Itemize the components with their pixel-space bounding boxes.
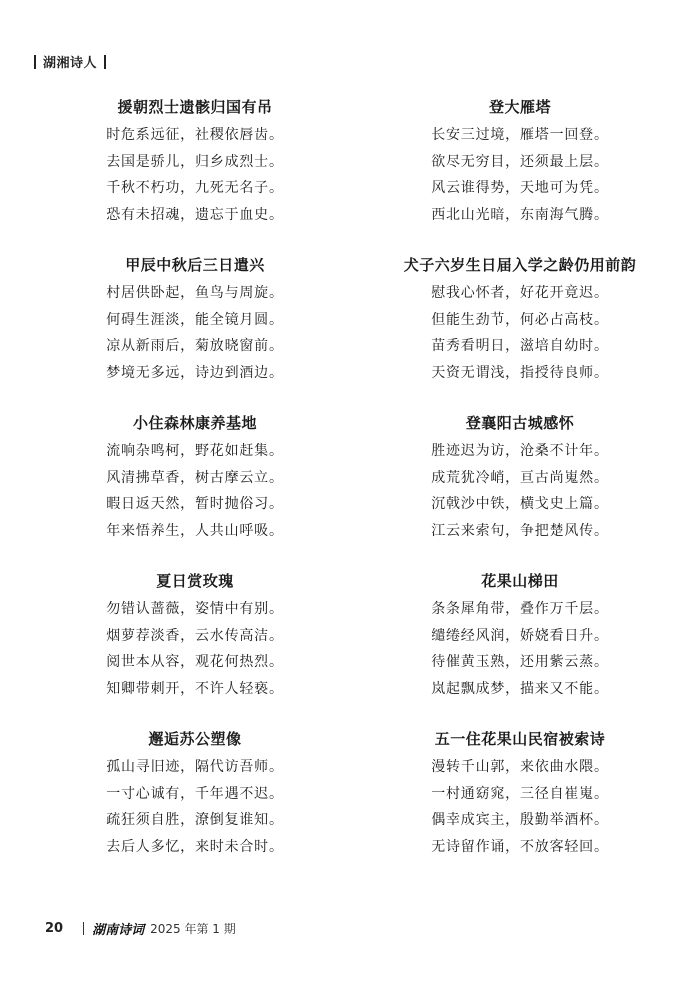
poem xyxy=(370,254,670,412)
poem-line: 知卿带刺开，不许人轻亵。 xyxy=(106,680,284,697)
poem-line: 风云谁得势，天地可为凭。 xyxy=(431,180,609,196)
poem-line: 江云来索句，争把楚风传。 xyxy=(431,522,609,539)
poem xyxy=(45,96,345,254)
poem-line: 去国是骄儿，归乡成烈士。 xyxy=(106,153,284,170)
poem-line: 西北山光暗，东南海气腾。 xyxy=(431,206,609,223)
poem-line: 缱绻经风润，娇娆看日升。 xyxy=(431,627,609,644)
section-title: 湖湘诗人 xyxy=(43,56,98,71)
poem-line: 梦境无多远，诗边到酒边。 xyxy=(106,364,284,381)
poem-line: 成荒犹冷峭，亘古尚嵬然。 xyxy=(431,469,609,486)
poem-title: 登襄阳古城感怀 xyxy=(465,414,575,432)
poem xyxy=(45,570,345,728)
poem xyxy=(370,412,670,570)
section-tag-bar-left xyxy=(34,55,36,69)
poem-line: 欲尽无穷目，还须最上层。 xyxy=(431,153,609,170)
poem-line: 但能生劲节，何必占高枝。 xyxy=(431,311,609,328)
poem xyxy=(370,570,670,728)
poem-line: 无诗留作诵，不放客轻回。 xyxy=(431,838,609,855)
section-tag-bar-right xyxy=(104,55,106,69)
page-number: 20 xyxy=(45,921,64,936)
poem-line: 苗秀看明日，滋培自幼时。 xyxy=(431,338,609,354)
poem-title: 援朝烈士遗骸归国有吊 xyxy=(117,98,273,116)
poem-title: 犬子六岁生日届入学之龄仍用前韵 xyxy=(403,256,637,274)
poem xyxy=(370,728,670,886)
poem-line: 待催黄玉熟，还用紫云蒸。 xyxy=(431,654,609,670)
poem-line: 暇日返天然，暂时抛俗习。 xyxy=(106,496,284,512)
poem-line: 疏狂须自胜，潦倒复谁知。 xyxy=(106,812,284,828)
poem xyxy=(45,728,345,886)
poem-line: 恐有未招魂，遗忘于血史。 xyxy=(106,206,284,223)
poem-title: 夏日赏玫瑰 xyxy=(156,572,234,590)
poem-line: 长安三过境，雁塔一回登。 xyxy=(431,127,609,143)
poem-title: 小住森林康养基地 xyxy=(132,414,257,432)
poem-line: 风清拂草香，树古摩云立。 xyxy=(106,469,284,486)
poem-line: 村居供卧起，鱼鸟与周旋。 xyxy=(106,285,284,301)
poem-line: 千秋不朽功，九死无名子。 xyxy=(106,180,284,196)
poem-line: 胜迹迟为访，沧桑不计年。 xyxy=(431,443,609,459)
issue-label: 2025 年第 1 期 xyxy=(150,922,236,936)
poem-line: 条条犀角带，叠作万千层。 xyxy=(431,601,609,617)
poem xyxy=(45,412,345,570)
poem-line: 沉戟沙中铁，横戈史上篇。 xyxy=(431,496,609,512)
poem-line: 何碍生涯淡，能全镜月圆。 xyxy=(106,311,284,328)
poem-title: 甲辰中秋后三日遣兴 xyxy=(125,256,265,274)
poem-title: 邂逅苏公塑像 xyxy=(148,730,242,748)
poem-column-right xyxy=(370,96,670,886)
poem-line: 年来悟养生，人共山呼吸。 xyxy=(106,522,284,539)
poem-line: 流响杂鸣柯，野花如赶集。 xyxy=(106,443,284,459)
footer-divider xyxy=(83,922,84,935)
poem-line: 烟萝荐淡香，云水传高洁。 xyxy=(106,627,284,644)
poem-line: 漫转千山郭，来依曲水隈。 xyxy=(431,759,609,775)
poem xyxy=(370,96,670,254)
poem-title: 五一住花果山民宿被索诗 xyxy=(434,730,606,748)
poem-line: 岚起飘成梦，描来又不能。 xyxy=(431,680,609,697)
section-tag xyxy=(34,52,113,71)
poem-column-left xyxy=(45,96,345,886)
poem-line: 勿错认蔷薇，姿情中有别。 xyxy=(106,601,284,617)
poem-line: 慰我心怀者，好花开竟迟。 xyxy=(431,285,609,301)
poem-title: 登大雁塔 xyxy=(488,98,551,116)
poem-line: 一村通窈窕，三径自崔嵬。 xyxy=(431,785,609,802)
page-footer xyxy=(45,919,236,938)
poem-line: 天资无谓浅，指授待良师。 xyxy=(431,364,609,381)
magazine-name: 湖南诗词 xyxy=(92,923,145,938)
poem-line: 时危系远征，社稷依唇齿。 xyxy=(106,127,284,143)
poem-line: 凉从新雨后，菊放晓窗前。 xyxy=(106,338,284,354)
poem-line: 去后人多忆，来时未合时。 xyxy=(106,838,284,855)
poem xyxy=(45,254,345,412)
poem-line: 偶幸成宾主，殷勤举酒杯。 xyxy=(431,812,609,828)
poem-title: 花果山梯田 xyxy=(481,572,559,590)
poem-line: 孤山寻旧迹，隔代访吾师。 xyxy=(106,759,284,775)
poem-line: 阅世本从容，观花何热烈。 xyxy=(106,654,284,670)
poem-line: 一寸心诚有，千年遇不迟。 xyxy=(106,785,284,802)
